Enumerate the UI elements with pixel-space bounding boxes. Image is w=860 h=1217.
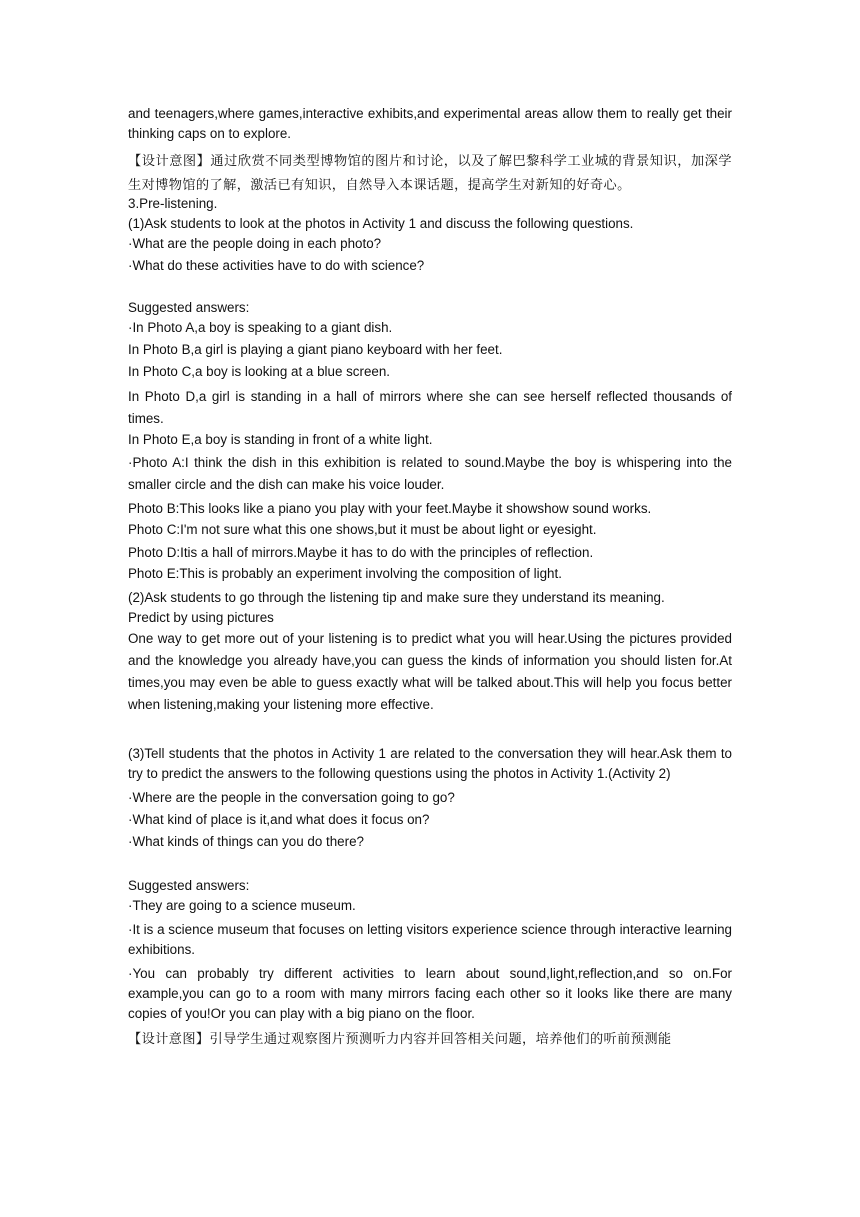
design-intent-1: 【设计意图】通过欣赏不同类型博物馆的图片和讨论，以及了解巴黎科学工业城的背景知识，加深学生对博物馆的了解，激活已有知识，自然导入本课话题，提高学生对新知的好奇心。 [128, 154, 732, 193]
question-line: ·What kinds of things can you do there? [128, 834, 364, 849]
listening-tip-title: Predict by using pictures [128, 610, 274, 625]
answer-line: In Photo B,a girl is playing a giant piano keyboard with her feet. [128, 342, 503, 357]
answer-line: In Photo C,a boy is looking at a blue screen. [128, 364, 391, 379]
answer-line: ·In Photo A,a boy is speaking to a giant dish. [128, 320, 393, 335]
step-2: (2)Ask students to go through the listening tip and make sure they understand its meaning. [128, 590, 665, 605]
answer-line: Photo D:Itis a hall of mirrors.Maybe it has to do with the principles of reflection. [128, 545, 594, 560]
step-1: (1)Ask students to look at the photos in Activity 1 and discuss the following questions. [128, 216, 634, 231]
section-heading-pre-listening: 3.Pre-listening. [128, 196, 218, 211]
intro-paragraph: and teenagers,where games,interactive exhibits,and experimental areas allow them to really get their thinking caps on to explore. [128, 106, 732, 141]
answer-line: In Photo E,a boy is standing in front of a white light. [128, 432, 433, 447]
listening-tip-body: One way to get more out of your listening is to predict what you will hear.Using the pictures provided and the knowledge you already have,you can guess the kinds of information you should listen for.At times,you may even be able to guess exactly what will be talked about.This will help you focus better when listening,making your listening more effective. [128, 631, 732, 712]
answer-line: ·It is a science museum that focuses on letting visitors experience science through interactive learning exhibitions. [128, 922, 732, 957]
suggested-answers-label-2: Suggested answers: [128, 878, 250, 893]
answer-line: Photo B:This looks like a piano you play with your feet.Maybe it showshow sound works. [128, 501, 652, 516]
suggested-answers-label-1: Suggested answers: [128, 300, 250, 315]
document-page [128, 104, 732, 1052]
step-3: (3)Tell students that the photos in Activity 1 are related to the conversation they will hear.Ask them to try to predict the answers to the following questions using the photos in Activity 1.(Activity 2) [128, 746, 732, 781]
question-2: ·What do these activities have to do with science? [128, 258, 425, 273]
answer-line: ·Photo A:I think the dish in this exhibition is related to sound.Maybe the boy is whispering into the smaller circle and the dish can make his voice louder. [128, 455, 732, 492]
answer-line: ·You can probably try different activities to learn about sound,light,reflection,and so on.For example,you can go to a room with many mirrors facing each other so it looks like there are many copies of you!Or you can play with a big piano on the floor. [128, 966, 732, 1021]
answer-line: ·They are going to a science museum. [128, 898, 356, 913]
question-line: ·Where are the people in the conversation going to go? [128, 790, 455, 805]
question-1: ·What are the people doing in each photo? [128, 236, 382, 251]
answer-line: Photo C:I'm not sure what this one shows,but it must be about light or eyesight. [128, 522, 597, 537]
answer-line: Photo E:This is probably an experiment involving the composition of light. [128, 566, 562, 581]
design-intent-2: 【设计意图】引导学生通过观察图片预测听力内容并回答相关问题，培养他们的听前预测能 [128, 1032, 672, 1047]
question-line: ·What kind of place is it,and what does it focus on? [128, 812, 430, 827]
answer-line: In Photo D,a girl is standing in a hall of mirrors where she can see herself reflected thousands of times. [128, 389, 732, 426]
